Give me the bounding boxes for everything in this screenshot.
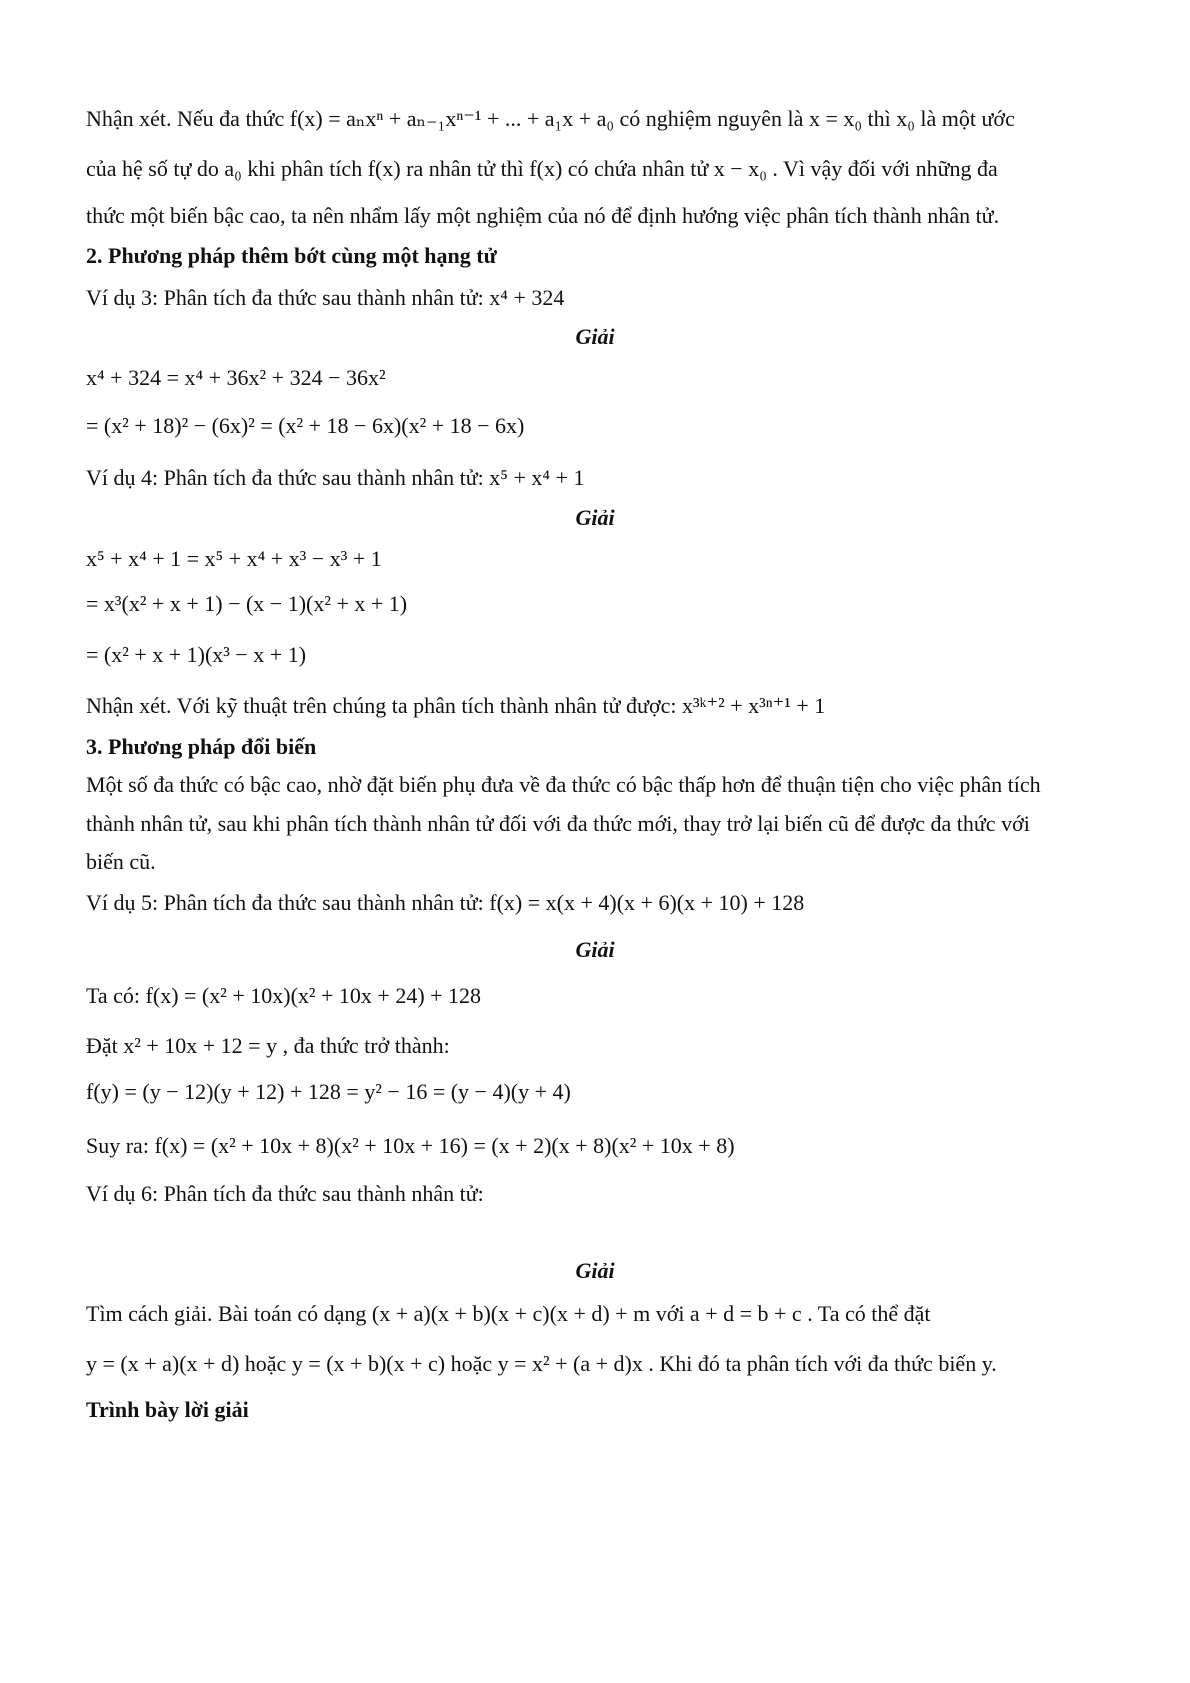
remark-line-3: thức một biến bậc cao, ta nên nhẩm lấy một nghiệm của nó để định hướng việc phân tích thành nhân tử.	[86, 203, 1000, 228]
approach-line: y = (x + a)(x + d) hoặc y = (x + b)(x + c) hoặc y = x² + (a + d)x . Khi đó ta phân tích với đa thức biến y.	[86, 1351, 997, 1376]
solution-heading: Giải	[575, 324, 615, 349]
equation-line: f(y) = (y − 12)(y + 12) + 128 = y² − 16 = (y − 4)(y + 4)	[86, 1079, 571, 1104]
paragraph-line: Một số đa thức có bậc cao, nhờ đặt biến phụ đưa về đa thức có bậc thấp hơn để thuận tiện cho việc phân tích	[86, 772, 1041, 797]
equation-line: x⁴ + 324 = x⁴ + 36x² + 324 − 36x²	[86, 365, 386, 390]
example-3-statement: Ví dụ 3: Phân tích đa thức sau thành nhân tử: x⁴ + 324	[86, 285, 565, 310]
presentation-heading: Trình bày lời giải	[86, 1397, 249, 1422]
paragraph-line: biến cũ.	[86, 849, 156, 874]
approach-line: Tìm cách giải. Bài toán có dạng (x + a)(x + b)(x + c)(x + d) + m với a + d = b + c . Ta có thể đặt	[86, 1301, 931, 1326]
solution-heading: Giải	[575, 505, 615, 530]
example-6-statement: Ví dụ 6: Phân tích đa thức sau thành nhân tử:	[86, 1181, 484, 1206]
equation-line: Suy ra: f(x) = (x² + 10x + 8)(x² + 10x + 16) = (x + 2)(x + 8)(x² + 10x + 8)	[86, 1133, 735, 1158]
remark-line-2: của hệ số tự do a₀ khi phân tích f(x) ra nhân tử thì f(x) có chứa nhân tử x − x₀ . Vì vậy đối với những đa	[86, 156, 998, 181]
example-4-statement: Ví dụ 4: Phân tích đa thức sau thành nhân tử: x⁵ + x⁴ + 1	[86, 465, 585, 490]
remark-line: Nhận xét. Với kỹ thuật trên chúng ta phân tích thành nhân tử được: x³ᵏ⁺² + x³ⁿ⁺¹ + 1	[86, 693, 826, 718]
remark-line-1: Nhận xét. Nếu đa thức f(x) = aₙxⁿ + aₙ₋₁xⁿ⁻¹ + ... + a₁x + a₀ có nghiệm nguyên là x = x₀ thì x₀ là một ước	[86, 106, 1015, 131]
solution-heading: Giải	[575, 1258, 615, 1283]
equation-line: = x³(x² + x + 1) − (x − 1)(x² + x + 1)	[86, 591, 408, 616]
section-heading-3: 3. Phương pháp đổi biến	[86, 734, 317, 759]
equation-line: Ta có: f(x) = (x² + 10x)(x² + 10x + 24) + 128	[86, 983, 482, 1008]
equation-line: = (x² + 18)² − (6x)² = (x² + 18 − 6x)(x² + 18 − 6x)	[86, 413, 525, 438]
paragraph-line: thành nhân tử, sau khi phân tích thành nhân tử đối với đa thức mới, thay trở lại biến cũ để được đa thức với	[86, 811, 1030, 836]
example-5-statement: Ví dụ 5: Phân tích đa thức sau thành nhân tử: f(x) = x(x + 4)(x + 6)(x + 10) + 128	[86, 890, 805, 915]
equation-line: Đặt x² + 10x + 12 = y , đa thức trở thành:	[86, 1033, 450, 1058]
solution-heading: Giải	[575, 937, 615, 962]
equation-line: = (x² + x + 1)(x³ − x + 1)	[86, 642, 307, 667]
section-heading-2: 2. Phương pháp thêm bớt cùng một hạng tử	[86, 243, 497, 268]
equation-line: x⁵ + x⁴ + 1 = x⁵ + x⁴ + x³ − x³ + 1	[86, 546, 382, 571]
